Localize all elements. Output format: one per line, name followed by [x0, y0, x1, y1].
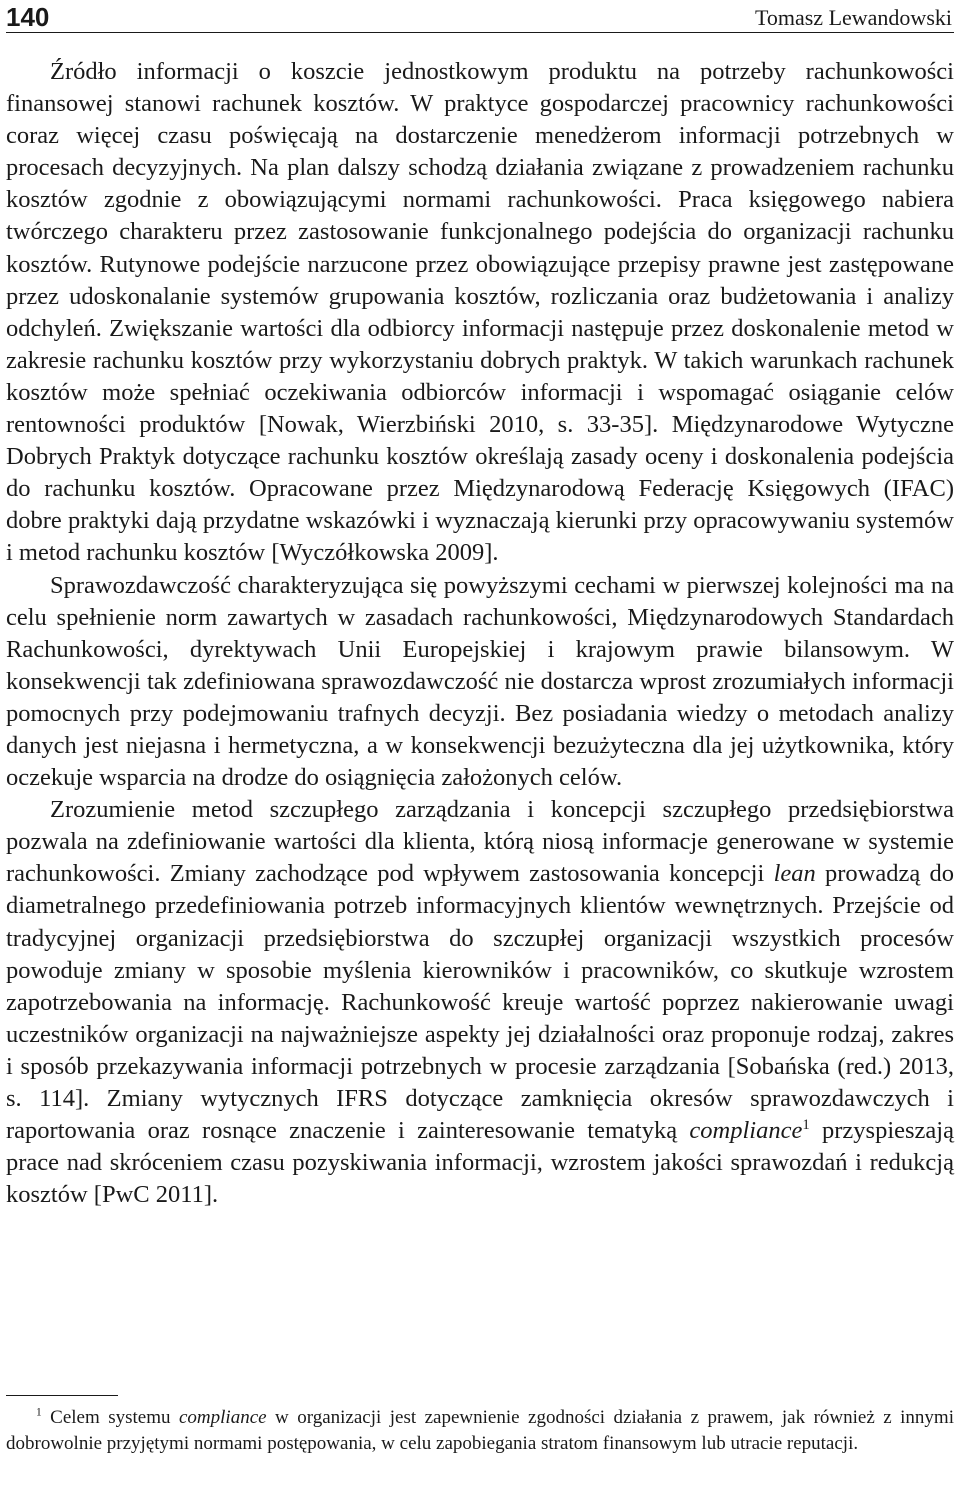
footnote-1 — [6, 1405, 954, 1457]
main-text — [6, 56, 954, 1211]
paragraph-1: Źródło informacji o koszcie jednostkowym produktu na potrzeby rachunkowości finansowej stanowi rachunek kosztów. W praktyce gospodarczej pracownicy rachunkowości coraz więcej czasu poświęcają na dostarczenie menedżerom informacji potrzebnych w procesach decyzyjnych. Na plan dalszy schodzą działania związane z prowadzeniem rachunku kosztów zgodnie z obowiązującymi normami rachunkowości. Praca księgowego nabiera twórczego charakteru przez zastosowanie funkcjonalnego podejścia do organizacji rachunku kosztów. Rutynowe podejście narzucone przez obowiązujące przepisy prawne jest zastępowane przez udoskonalanie systemów grupowania kosztów, rozliczania oraz budżetowania i analizy odchyleń. Zwiększanie wartości dla odbiorcy informacji następuje przez doskonalenie metod w zakresie rachunku kosztów przy wykorzystaniu dobrych praktyk. W takich warunkach rachunek kosztów może spełniać oczekiwania odbiorców informacji i wspomagać osiąganie celów rentowności produktów [Nowak, Wierzbiński 2010, s. 33-35]. Międzynarodowe Wytyczne Dobrych Praktyk dotyczące rachunku kosztów określają zasady oceny i doskonalenia podejścia do rachunku kosztów. Opracowane przez Międzynarodową Federację Księgowych (IFAC) dobre praktyki dają przydatne wskazówki i wyznaczają kierunki przy opracowywaniu systemów i metod rachunku kosztów [Wyczółkowska 2009]. — [6, 58, 954, 567]
page-number: 140 — [6, 2, 50, 32]
footnote-divider — [6, 1395, 118, 1396]
footnote-text-a: Celem systemu — [41, 1407, 179, 1428]
paragraph-3-text-a: Zrozumienie metod szczupłego zarządzania i koncepcji szczupłego przedsiębiorstwa pozwala na zdefiniowanie wartości dla klienta, którą niosą informacje generowane w systemie rachunkowości. Zmiany zachodzące pod wpływem zastosowania koncepcji — [6, 796, 954, 888]
page-header — [6, 2, 954, 33]
paragraph-2: Sprawozdawczość charakteryzująca się powyższymi cechami w pierwszej kolejności ma na celu spełnienie norm zawartych w zasadach rachunkowości, Międzynarodowych Standardach Rachunkowości, dyrektywach Unii Europejskiej i krajowym prawie bilansowym. W konsekwencji tak zdefiniowana sprawozdawczość nie dostarcza wprost zrozumiałych informacji pomocnych przy podejmowaniu trafnych decyzji. Bez posiadania wiedzy o metodach analizy danych jest niejasna i hermetyczna, a w konsekwencji bezużyteczna dla jej użytkownika, który oczekuje wsparcia na drodze do osiągnięcia założonych celów. — [6, 571, 954, 792]
footnote-reference[interactable]: 1 — [802, 1116, 810, 1133]
footnote-number: 1 — [36, 1406, 42, 1419]
footnote-term-compliance: compliance — [179, 1407, 267, 1428]
term-compliance: compliance — [689, 1117, 803, 1145]
paragraph-3-text-b: prowadzą do diametralnego przedefiniowania potrzeb informacyjnych klientów wewnętrznych. Przejście od tradycyjnej organizacji przedsiębiorstwa do szczupłej organizacji wszystkich procesów powoduje zmiany w sposobie myślenia kierowników i pracowników, co skutkuje wzrostem zapotrzebowania na informację. Rachunkowość kreuje wartość poprzez nakierowanie uwagi uczestników organizacji na najważniejsze aspekty jej działalności oraz proponuje rodzaj, zakres i sposób przekazywania informacji potrzebnych w procesie zarządzania [Sobańska (red.) 2013, s. 114]. Zmiany wytycznych IFRS dotyczące zamknięcia okresów sprawozdawczych i raportowania oraz rosnące znaczenie i zainteresowanie tematyką — [6, 860, 954, 1145]
paragraph-3 — [6, 794, 954, 1211]
footnote-text-b: w organizacji jest zapewnienie zgodności działania z prawem, jak również z innymi dobrowolnie przyjętymi normami postępowania, w celu zapobiegania stratom finansowym lub utracie reputacji. — [6, 1407, 954, 1454]
term-lean: lean — [773, 860, 816, 888]
paragraph-3-text-c: przyspieszają prace nad skróceniem czasu pozyskiwania informacji, wzrostem jakości sprawozdań i redukcją kosztów [PwC 2011]. — [6, 1117, 954, 1209]
running-head-author: Tomasz Lewandowski — [754, 5, 952, 30]
